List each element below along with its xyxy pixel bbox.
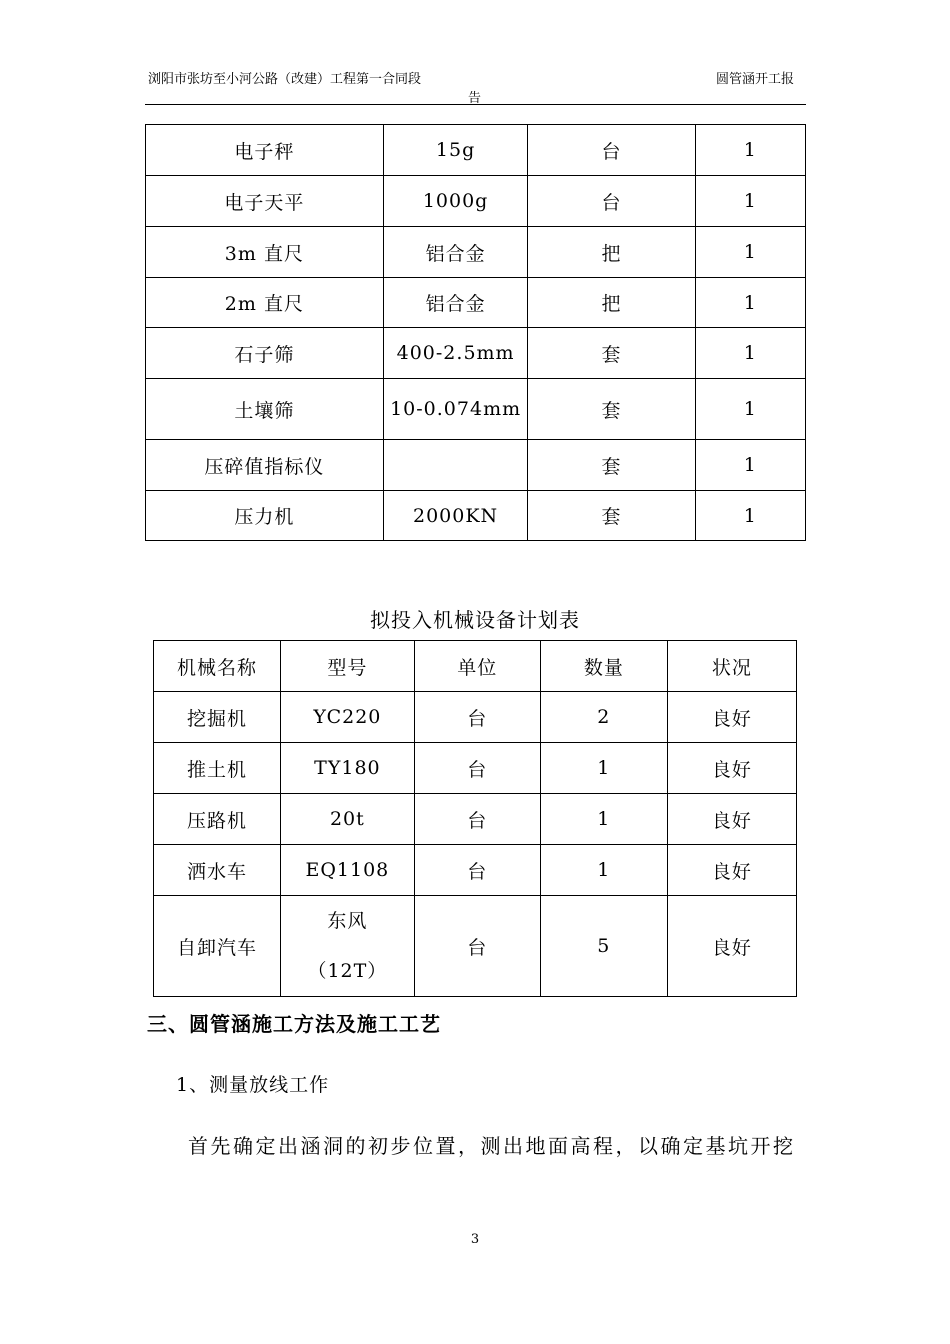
instrument-name: 压力机: [146, 491, 384, 541]
machine-name: 推土机: [154, 743, 281, 794]
column-header: 状况: [667, 641, 796, 692]
machine-model: [281, 896, 415, 997]
machine-unit: 台: [414, 845, 540, 896]
instrument-unit: 把: [528, 278, 695, 328]
table-row: [146, 278, 806, 328]
table-row: [146, 440, 806, 491]
instrument-unit: 套: [528, 491, 695, 541]
instrument-name: 石子筛: [146, 328, 384, 379]
table-row: [154, 743, 797, 794]
instrument-name: 电子天平: [146, 176, 384, 227]
machine-name: 挖掘机: [154, 692, 281, 743]
machine-model: TY180: [281, 743, 415, 794]
machine-unit: 台: [414, 794, 540, 845]
instrument-name: 3m 直尺: [146, 227, 384, 278]
machine-name: 压路机: [154, 794, 281, 845]
column-header: 单位: [414, 641, 540, 692]
machine-status: 良好: [667, 794, 796, 845]
section-heading: 三、圆管涵施工方法及施工工艺: [147, 1012, 441, 1036]
machine-model: EQ1108: [281, 845, 415, 896]
instrument-unit: 台: [528, 176, 695, 227]
table-row: [154, 896, 797, 997]
table-row: [146, 227, 806, 278]
machinery-table-title: 拟投入机械设备计划表: [370, 608, 580, 632]
machine-status: 良好: [667, 845, 796, 896]
column-header: 机械名称: [154, 641, 281, 692]
table-row: [146, 379, 806, 440]
machine-unit: 台: [414, 896, 540, 997]
machine-name: 洒水车: [154, 845, 281, 896]
machine-model-line: 东风: [327, 910, 368, 932]
instrument-name: 电子秤: [146, 125, 384, 176]
machine-model: YC220: [281, 692, 415, 743]
instrument-unit: 套: [528, 328, 695, 379]
machine-qty: 1: [540, 845, 667, 896]
instrument-qty: 1: [695, 278, 805, 328]
machine-unit: 台: [414, 743, 540, 794]
machine-qty: 1: [540, 743, 667, 794]
instrument-qty: 1: [695, 491, 805, 541]
header-document-type: 圆管涵开工报: [716, 72, 795, 87]
instrument-qty: 1: [695, 176, 805, 227]
table-row: [154, 692, 797, 743]
instrument-spec: 铝合金: [383, 227, 528, 278]
instrument-qty: 1: [695, 379, 805, 440]
machine-status: 良好: [667, 896, 796, 997]
table-row: [146, 491, 806, 541]
instrument-qty: 1: [695, 125, 805, 176]
instrument-name: 压碎值指标仪: [146, 440, 384, 491]
instrument-spec: 2000KN: [383, 491, 528, 541]
instrument-spec: 15g: [383, 125, 528, 176]
machine-status: 良好: [667, 743, 796, 794]
column-header: 型号: [281, 641, 415, 692]
machine-name: 自卸汽车: [154, 896, 281, 997]
header-divider: [145, 104, 806, 105]
table-row: [146, 328, 806, 379]
machine-status: 良好: [667, 692, 796, 743]
page-number: 3: [470, 1232, 480, 1247]
instrument-spec: 铝合金: [383, 278, 528, 328]
instrument-unit: 把: [528, 227, 695, 278]
machine-model-line: （12T）: [307, 960, 388, 982]
machine-qty: 1: [540, 794, 667, 845]
table-row: [146, 125, 806, 176]
machinery-table: [153, 640, 797, 997]
machine-qty: 2: [540, 692, 667, 743]
table-row: [154, 845, 797, 896]
table-row: [146, 176, 806, 227]
instrument-spec: 400-2.5mm: [383, 328, 528, 379]
body-paragraph: 首先确定出涵洞的初步位置，测出地面高程，以确定基坑开挖: [188, 1134, 796, 1158]
instrument-unit: 套: [528, 440, 695, 491]
instrument-spec: 10-0.074mm: [383, 379, 528, 440]
column-header: 数量: [540, 641, 667, 692]
instrument-name: 土壤筛: [146, 379, 384, 440]
instrument-qty: 1: [695, 328, 805, 379]
machine-qty: 5: [540, 896, 667, 997]
instrument-spec: [383, 440, 528, 491]
table-row: [154, 794, 797, 845]
instrument-qty: 1: [695, 440, 805, 491]
machine-unit: 台: [414, 692, 540, 743]
instrument-qty: 1: [695, 227, 805, 278]
instrument-unit: 台: [528, 125, 695, 176]
machine-model: 20t: [281, 794, 415, 845]
header-project-title: 浏阳市张坊至小河公路（改建）工程第一合同段: [148, 72, 422, 87]
instrument-unit: 套: [528, 379, 695, 440]
table-header-row: [154, 641, 797, 692]
header-project-title-wrap: 告: [468, 91, 482, 106]
subsection-heading: 1、测量放线工作: [176, 1074, 330, 1096]
instrument-spec: 1000g: [383, 176, 528, 227]
instrument-name: 2m 直尺: [146, 278, 384, 328]
instrument-table: [145, 124, 806, 541]
